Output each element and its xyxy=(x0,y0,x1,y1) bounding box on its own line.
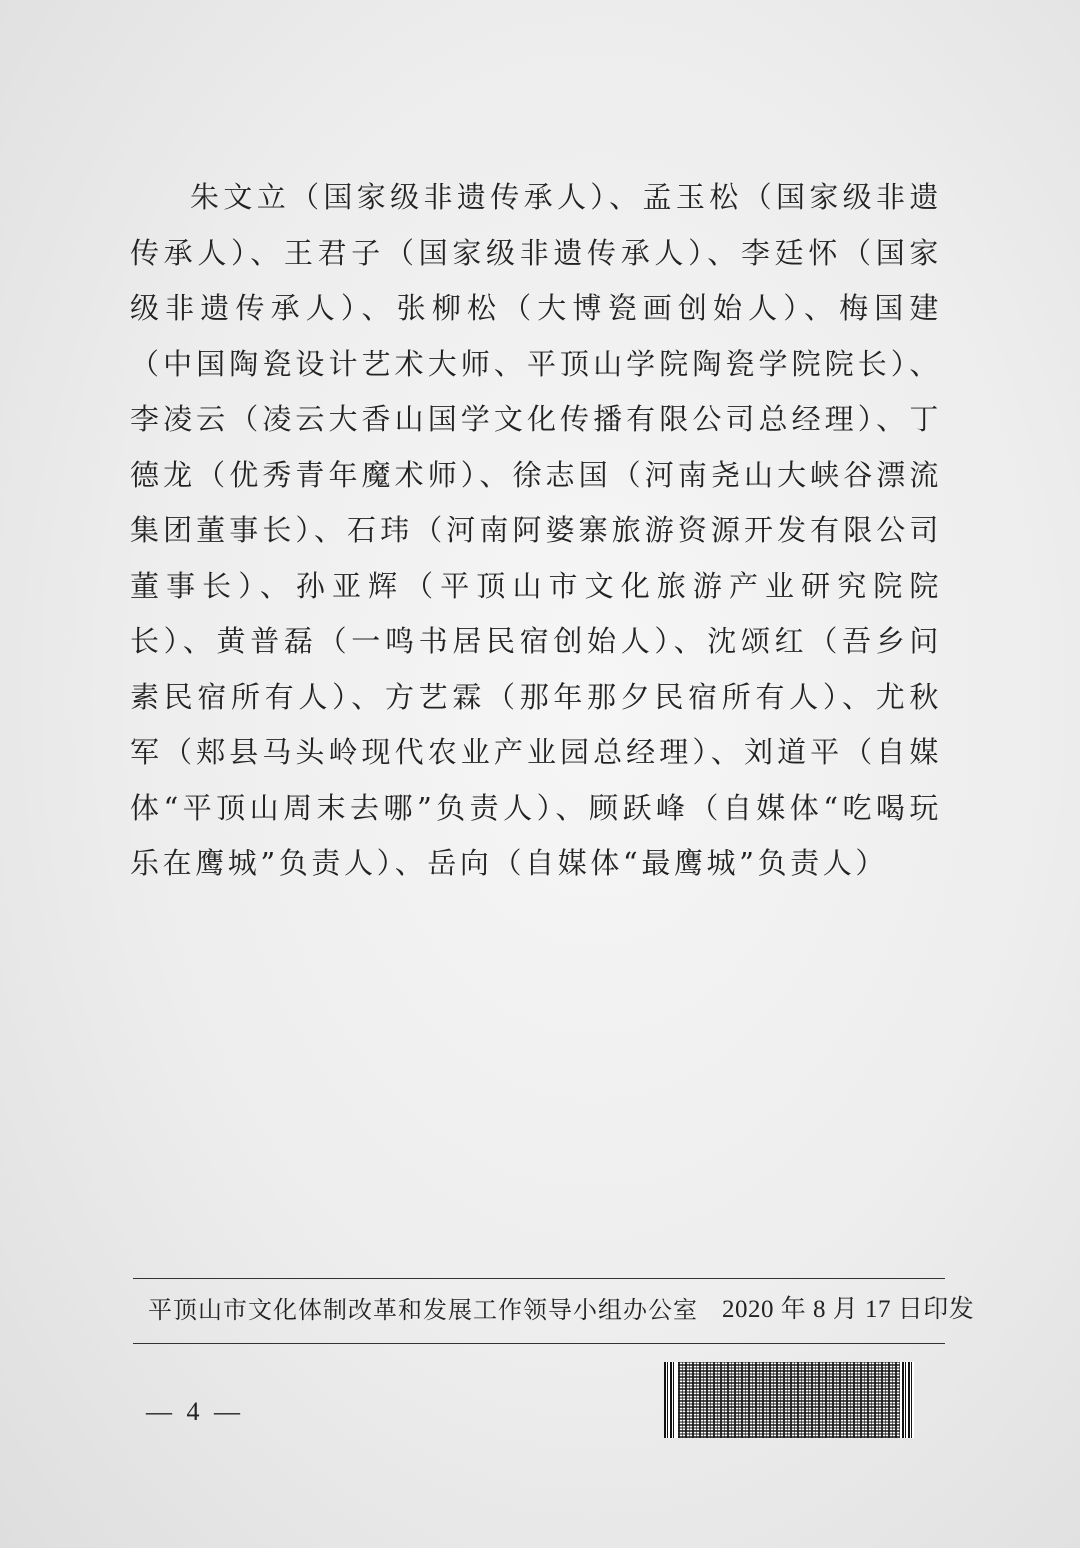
page-number: — 4 — xyxy=(146,1397,244,1426)
barcode-pattern xyxy=(678,1362,900,1438)
issue-date: 2020 年 8 月 17 日印发 xyxy=(722,1296,975,1323)
issuing-office: 平顶山市文化体制改革和发展工作领导小组办公室 xyxy=(148,1296,698,1324)
barcode-right-edge xyxy=(902,1362,914,1438)
footer-rule-top xyxy=(133,1278,945,1279)
body-paragraph: 朱文立（国家级非遗传承人）、孟玉松（国家级非遗传承人）、王君子（国家级非遗传承人）、李廷怀（国家级非遗传承人）、张柳松（大博瓷画创始人）、梅国建（中国陶瓷设计艺术大师、平顶山学院陶瓷学院院长）、李凌云（凌云大香山国学文化传播有限公司总经理）、丁德龙（优秀青年魔术师）、徐志国（河南尧山大峡谷漂流集团董事长）、石玮（河南阿婆寨旅游资源开发有限公司董事长）、孙亚辉（平顶山市文化旅游产业研究院院长）、黄普磊（一鸣书居民宿创始人）、沈颂红（吾乡问素民宿所有人）、方艺霖（那年那夕民宿所有人）、尤秋军（郏县马头岭现代农业产业园总经理）、刘道平（自媒体“平顶山周末去哪”负责人）、顾跃峰（自媒体“吃喝玩乐在鹰城”负责人）、岳向（自媒体“最鹰城”负责人） xyxy=(130,180,942,880)
document-barcode xyxy=(664,1362,914,1438)
barcode-left-edge xyxy=(664,1362,676,1438)
footer-rule-bottom xyxy=(133,1343,945,1344)
